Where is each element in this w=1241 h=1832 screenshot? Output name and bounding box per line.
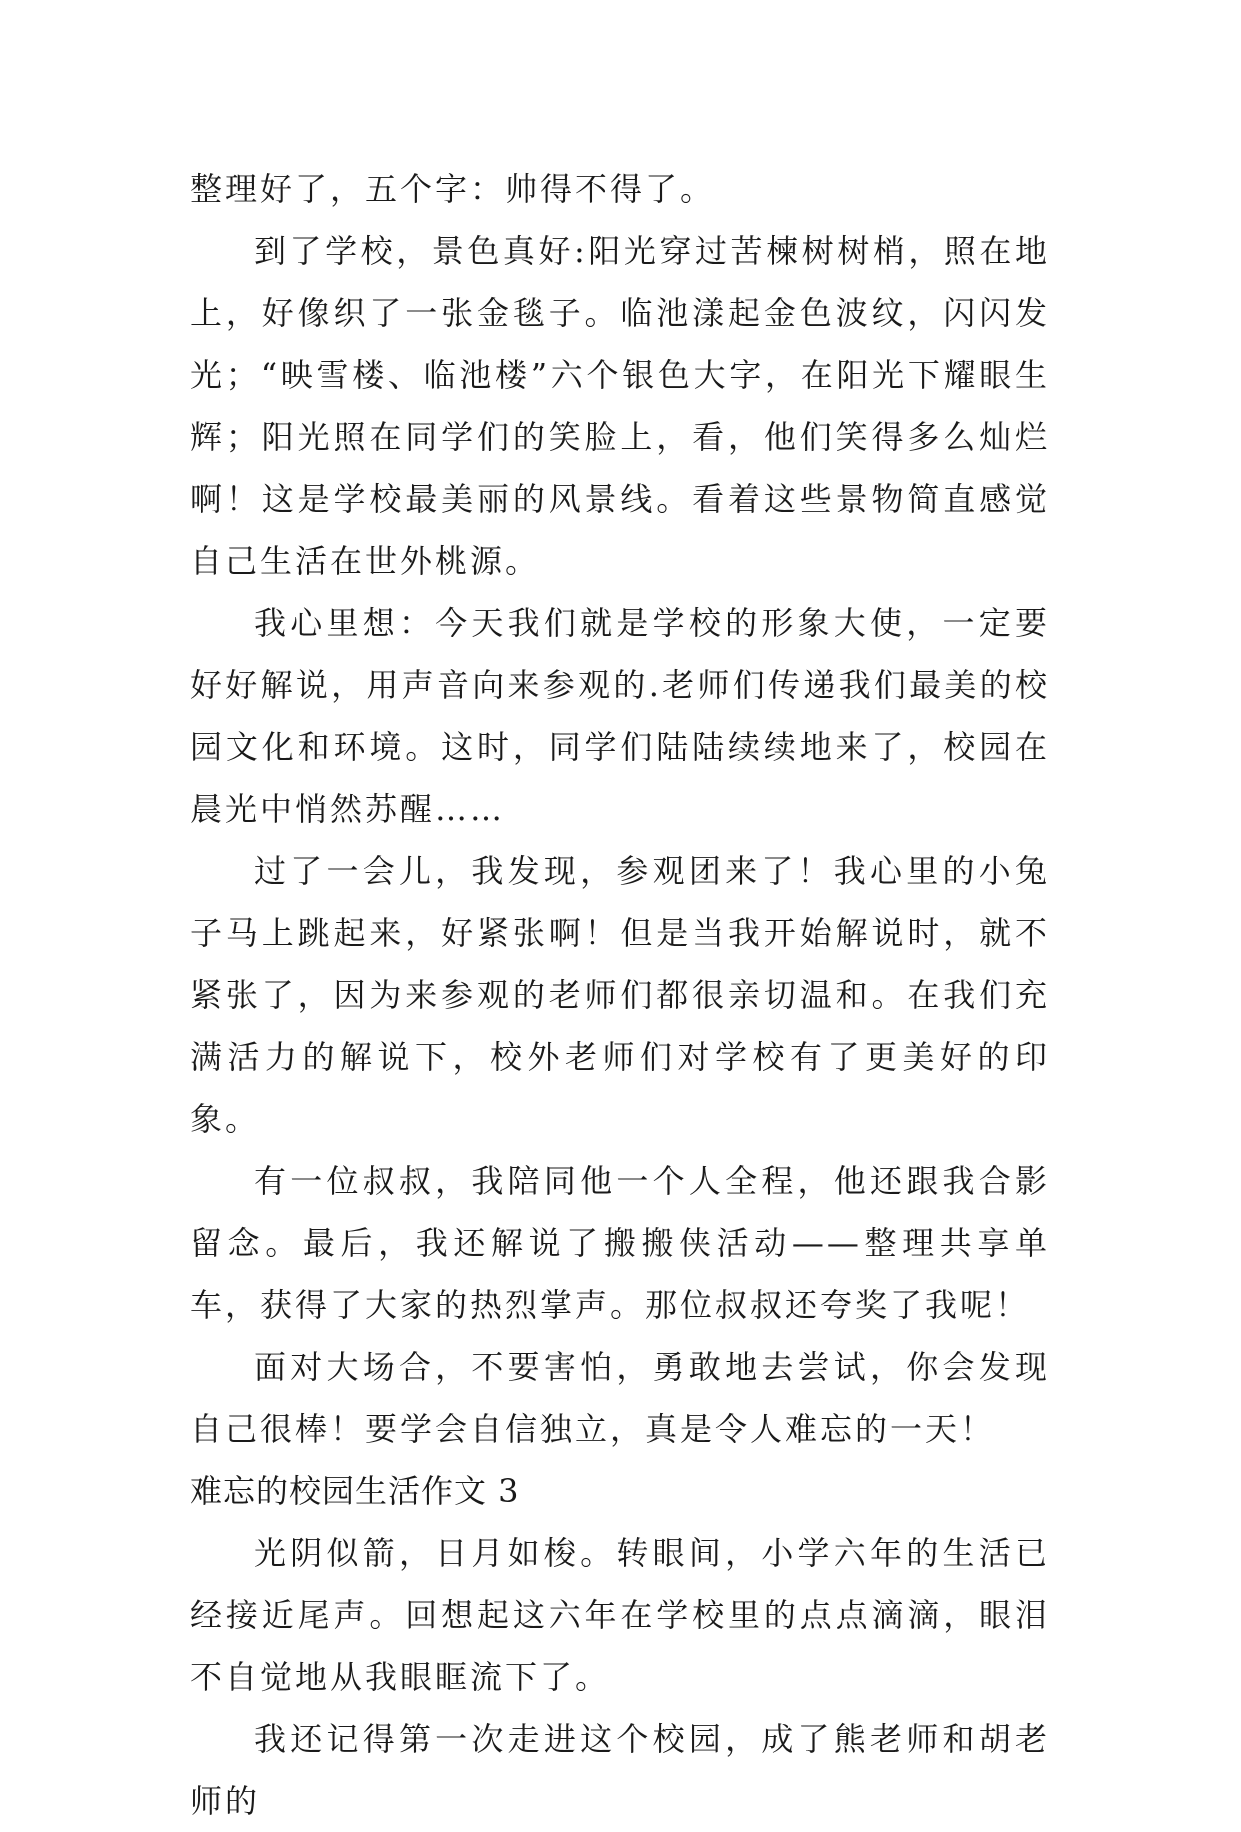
section-title: 难忘的校园生活作文 3 — [190, 1472, 520, 1510]
paragraph-conclusion: 面对大场合，不要害怕，勇敢地去尝试，你会发现自己很棒！要学会自信独立，真是令人难忘的一天！ — [190, 1348, 1050, 1448]
paragraph-ambassador-thoughts: 我心里想：今天我们就是学校的形象大使，一定要好好解说，用声音向来参观的.老师们传递我们最美的校园文化和环境。这时，同学们陆陆续续地来了，校园在晨光中悄然苏醒…… — [190, 604, 1050, 828]
document-body — [190, 158, 1050, 1832]
paragraph-first-day: 我还记得第一次走进这个校园，成了熊老师和胡老师的 — [190, 1720, 1050, 1820]
paragraph-school-scenery: 到了学校，景色真好:阳光穿过苦楝树树梢，照在地上，好像织了一张金毯子。临池漾起金色波纹，闪闪发光；“映雪楼、临池楼”六个银色大字，在阳光下耀眼生辉；阳光照在同学们的笑脸上，看，他们笑得多么灿烂啊！这是学校最美丽的风景线。看着这些景物简直感觉自己生活在世外桃源。 — [190, 232, 1050, 580]
paragraph-uncle-photo: 有一位叔叔，我陪同他一个人全程，他还跟我合影留念。最后，我还解说了搬搬侠活动——整理共享单车，获得了大家的热烈掌声。那位叔叔还夸奖了我呢！ — [190, 1162, 1050, 1324]
paragraph-continued: 整理好了，五个字：帅得不得了。 — [190, 170, 716, 208]
paragraph-time-flies: 光阴似箭，日月如梭。转眼间，小学六年的生活已经接近尾声。回想起这六年在学校里的点点滴滴，眼泪不自觉地从我眼眶流下了。 — [190, 1534, 1050, 1696]
paragraph-visitors-arrive: 过了一会儿，我发现，参观团来了！我心里的小兔子马上跳起来，好紧张啊！但是当我开始解说时，就不紧张了，因为来参观的老师们都很亲切温和。在我们充满活力的解说下，校外老师们对学校有了更美好的印象。 — [190, 852, 1050, 1138]
